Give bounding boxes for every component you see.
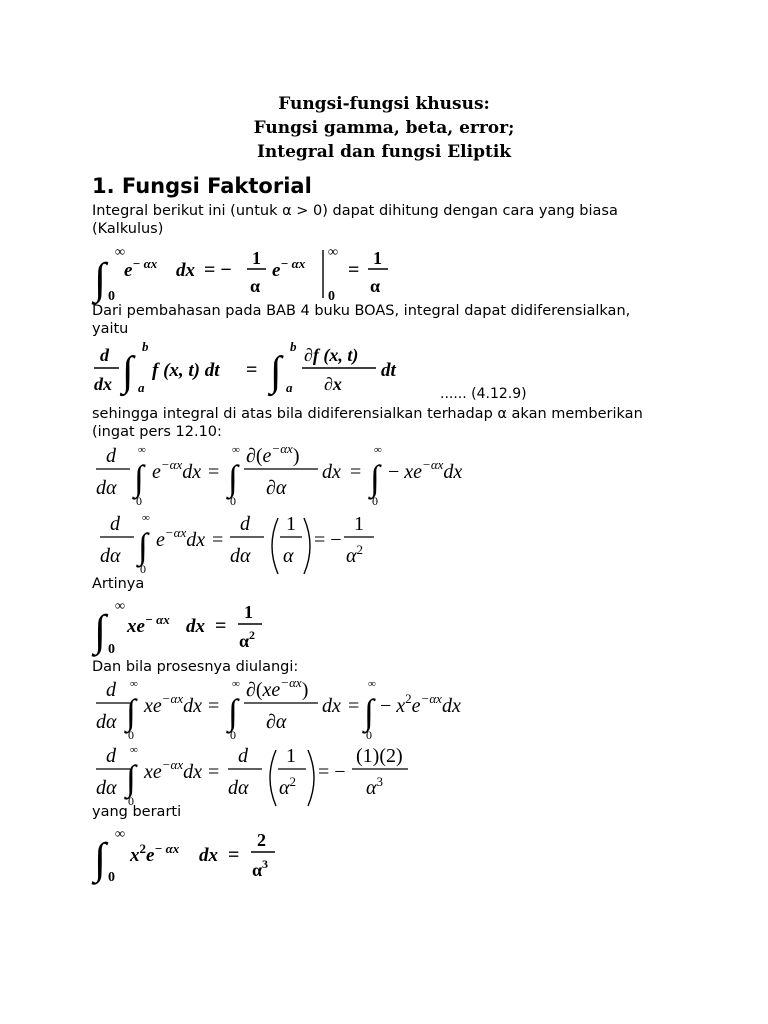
- svg-text:a: a: [286, 380, 293, 395]
- svg-text:0: 0: [108, 870, 115, 885]
- svg-text:dt: dt: [381, 360, 396, 381]
- svg-text:∂x: ∂x: [324, 374, 342, 394]
- paragraph-6: yang berarti: [92, 804, 182, 820]
- svg-text:∂(xe−αx): $\partial(xe^{-\alpha x})$: [246, 675, 309, 701]
- svg-text:∫: ∫: [94, 606, 107, 655]
- svg-text:=: =: [212, 529, 224, 551]
- equation-1: [91, 245, 388, 305]
- svg-text:d: d: [238, 745, 248, 767]
- svg-text:∫: ∫: [228, 458, 238, 498]
- svg-text:dα: dα: [96, 777, 117, 799]
- svg-text:xe−αxdx: $xe^{-\alpha x}dx$: [144, 757, 203, 783]
- svg-text:=: =: [208, 695, 220, 717]
- svg-text:= −: = −: [314, 529, 342, 551]
- paragraph-3-line-1: sehingga integral di atas bila didiferensialkan terhadap α akan memberikan: [92, 406, 643, 422]
- svg-text:∞: ∞: [142, 512, 150, 524]
- svg-text:d: d: [106, 745, 116, 767]
- svg-text:α: α: [283, 545, 294, 567]
- svg-text:1: 1: [244, 602, 253, 622]
- svg-text:∞: ∞: [130, 744, 138, 756]
- svg-text:1: 1: [286, 513, 296, 535]
- svg-text:0: 0: [136, 494, 142, 508]
- svg-text:1: 1: [354, 513, 364, 535]
- svg-text:dx: dx: [94, 374, 112, 394]
- svg-text:∫: ∫: [94, 254, 107, 303]
- svg-text:α2: $\alpha^2$: [279, 774, 296, 799]
- paragraph-1-line-2: (Kalkulus): [92, 221, 164, 237]
- svg-text:xe− αx: $xe^{- \alpha x}$: [127, 612, 170, 637]
- svg-text:0: 0: [128, 794, 134, 808]
- equation-6: [96, 675, 461, 742]
- svg-text:=: =: [350, 461, 362, 483]
- title-line-2: Fungsi gamma, beta, error;: [253, 118, 515, 138]
- svg-text:0: 0: [140, 562, 146, 576]
- title-line-3: Integral dan fungsi Eliptik: [256, 142, 512, 162]
- svg-text:∞: ∞: [115, 245, 125, 260]
- svg-text:0: 0: [128, 728, 134, 742]
- svg-text:dα: dα: [230, 545, 251, 567]
- svg-text:d: d: [106, 679, 116, 701]
- svg-text:∫: ∫: [370, 458, 380, 498]
- svg-text:∞: ∞: [232, 678, 240, 690]
- svg-text:∂(e−αx): $\partial(e^{-\alpha x})$: [246, 441, 300, 467]
- svg-text:∞: ∞: [115, 599, 125, 614]
- svg-text:d: d: [100, 345, 109, 365]
- equation-8: [91, 827, 275, 885]
- svg-text:e− αx: $e^{- \alpha x}$: [124, 256, 158, 281]
- svg-text:∂α: ∂α: [266, 477, 287, 499]
- title-line-1: Fungsi-fungsi khusus:: [278, 94, 490, 114]
- svg-text:∫: ∫: [94, 834, 107, 883]
- svg-text:α3: $\alpha^3$: [252, 857, 269, 880]
- paragraph-3-line-2: (ingat pers 12.10:: [92, 424, 222, 440]
- svg-text:e−αxdx: $e^{-\alpha x}dx$: [152, 457, 202, 483]
- svg-text:1: 1: [373, 248, 382, 268]
- svg-text:dα: dα: [96, 711, 117, 733]
- svg-text:∫: ∫: [364, 692, 374, 732]
- equation-2: [94, 339, 397, 397]
- svg-text:b: b: [142, 339, 149, 354]
- svg-text:xe−αxdx: $xe^{-\alpha x}dx$: [144, 691, 203, 717]
- svg-text:1: 1: [252, 248, 261, 268]
- svg-text:=: =: [228, 844, 240, 866]
- svg-text:0: 0: [372, 494, 378, 508]
- svg-text:0: 0: [230, 728, 236, 742]
- svg-text:= −: = −: [204, 259, 232, 281]
- svg-text:∞: ∞: [328, 245, 338, 260]
- svg-text:d: d: [240, 513, 250, 535]
- svg-text:d: d: [110, 513, 120, 535]
- svg-text:0: 0: [108, 642, 115, 657]
- svg-text:∞: ∞: [130, 678, 138, 690]
- svg-text:=: =: [348, 259, 360, 281]
- equation-5: [91, 599, 262, 657]
- svg-text:∞: ∞: [232, 444, 240, 456]
- svg-text:=: =: [246, 359, 258, 381]
- svg-text:0: 0: [366, 728, 372, 742]
- svg-text:− xe−αxdx: − $xe^{-\alpha x}dx$: [388, 457, 463, 483]
- equation-tag: ...... (4.12.9): [440, 386, 527, 402]
- svg-text:1: 1: [286, 745, 296, 767]
- svg-text:∞: ∞: [368, 678, 376, 690]
- svg-text:∞: ∞: [115, 827, 125, 842]
- svg-text:d: d: [106, 445, 116, 467]
- svg-text:∫: ∫: [122, 349, 134, 395]
- svg-text:α: α: [370, 276, 381, 296]
- svg-text:b: b: [290, 339, 297, 354]
- svg-text:2: 2: [257, 830, 266, 850]
- svg-text:α2: $\alpha^2$: [346, 542, 363, 567]
- svg-text:∫: ∫: [270, 349, 282, 395]
- svg-text:dx: dx: [322, 461, 341, 483]
- svg-text:=: =: [208, 461, 220, 483]
- svg-text:dx: dx: [186, 616, 205, 637]
- paragraph-2-line-1: Dari pembahasan pada BAB 4 buku BOAS, integral dapat didiferensialkan,: [92, 303, 631, 319]
- svg-text:dx: dx: [176, 260, 195, 281]
- svg-text:α2: $\alpha^2$: [239, 628, 256, 651]
- svg-text:=: =: [348, 695, 360, 717]
- svg-text:∫: ∫: [126, 692, 136, 732]
- svg-text:0: 0: [328, 289, 335, 304]
- svg-text:α: α: [250, 276, 261, 296]
- paragraph-4: Artinya: [92, 576, 145, 592]
- svg-text:∫: ∫: [138, 526, 148, 566]
- svg-text:f (x, t) dt: f (x, t) dt: [152, 360, 220, 381]
- paragraph-5: Dan bila prosesnya diulangi:: [92, 659, 299, 675]
- svg-text:∞: ∞: [374, 444, 382, 456]
- equation-4: [100, 512, 374, 576]
- svg-text:= −: = −: [318, 761, 346, 783]
- svg-text:∂f (x, t): ∂f (x, t): [304, 345, 359, 365]
- svg-text:=: =: [208, 761, 220, 783]
- svg-text:∞: ∞: [138, 444, 146, 456]
- svg-text:α3: $\alpha^3$: [366, 774, 383, 799]
- section-heading: 1. Fungsi Faktorial: [92, 174, 312, 198]
- svg-text:dx: dx: [322, 695, 341, 717]
- svg-text:(1)(2): (1)(2): [356, 745, 403, 767]
- svg-text:0: 0: [230, 494, 236, 508]
- svg-text:x2e− αx: $x^2e^{- \alpha x}$: [130, 841, 180, 866]
- svg-text:− x2e−αxdx: − $x^2e^{-\alpha x}dx$: [380, 691, 461, 717]
- paragraph-1-line-1: Integral berikut ini (untuk α > 0) dapat dihitung dengan cara yang biasa: [92, 203, 618, 219]
- svg-text:=: =: [215, 615, 227, 637]
- svg-text:0: 0: [108, 289, 115, 304]
- equation-7: [96, 744, 408, 808]
- svg-text:∫: ∫: [134, 458, 144, 498]
- equation-3: [96, 441, 462, 508]
- svg-text:∫: ∫: [126, 758, 136, 798]
- svg-text:∫: ∫: [228, 692, 238, 732]
- svg-text:dα: dα: [228, 777, 249, 799]
- svg-text:dα: dα: [96, 477, 117, 499]
- svg-text:e−αxdx: $e^{-\alpha x}dx$: [156, 525, 206, 551]
- svg-text:∂α: ∂α: [266, 711, 287, 733]
- svg-text:e− αx: $e^{- \alpha x}$: [272, 256, 306, 281]
- svg-text:a: a: [138, 380, 145, 395]
- paragraph-2-line-2: yaitu: [92, 321, 129, 337]
- svg-text:dx: dx: [199, 845, 218, 866]
- svg-text:dα: dα: [100, 545, 121, 567]
